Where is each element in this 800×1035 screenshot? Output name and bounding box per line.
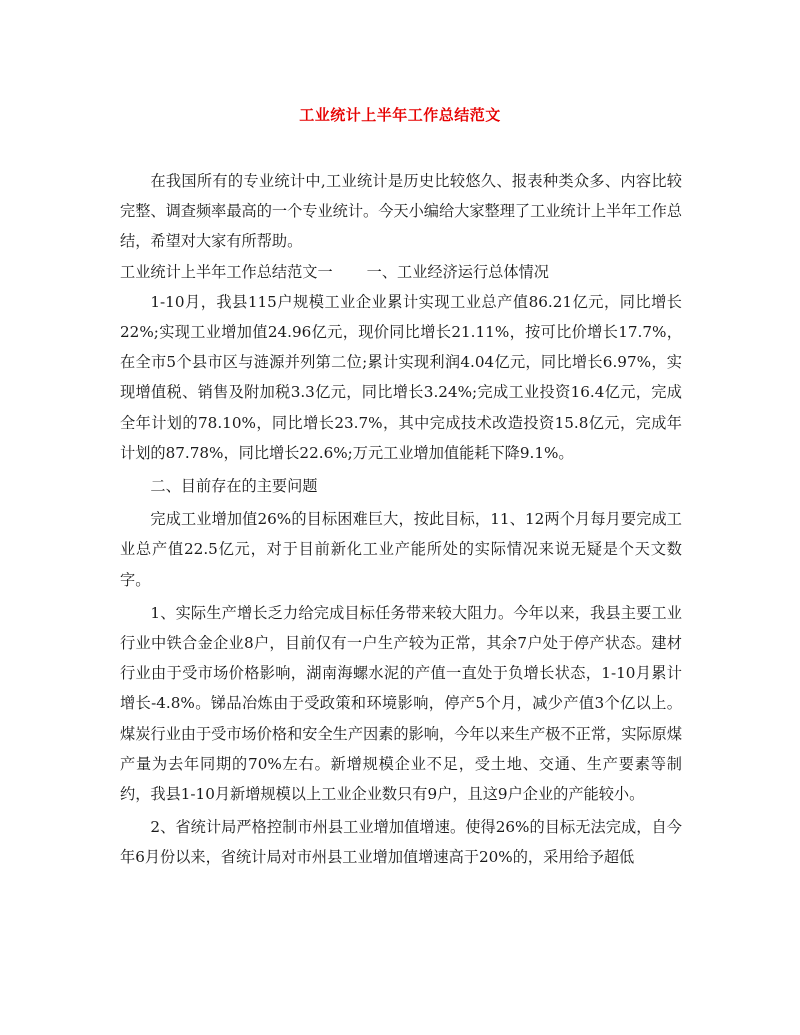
paragraph-issue-1: 1、实际生产增长乏力给完成目标任务带来较大阻力。今年以来，我县主要工业行业中铁合金企业8户，目前仅有一户生产较为正常，其余7户处于停产状态。建材行业由于受市场价格影响，湖南海螺水泥的产值一直处于负增长状态，1-10月累计增长-4.8%。锑品冶炼由于受政策和环境影响，停产5个月，减少产值3个亿以上。煤炭行业由于受市场价格和安全生产因素的影响，今年以来生产极不正常，实际原煤产量为去年同期的70%左右。新增规模企业不足，受土地、交通、生产要素等制约，我县1-10月新增规模以上工业企业数只有9户，且这9户企业的产能较小。 [120, 603, 682, 804]
section-heading-problems: 二、目前存在的主要问题 [150, 477, 318, 496]
subtitle-right: 一、工业经济运行总体情况 [366, 262, 549, 281]
paragraph-target: 完成工业增加值26%的目标困难巨大，按此目标，11、12两个月每月要完成工业总产值22.5亿元，对于目前新化工业产能所处的实际情况来说无疑是个天文数字。 [120, 510, 682, 589]
document-title: 工业统计上半年工作总结范文 [299, 106, 501, 124]
document-body [120, 166, 682, 873]
subtitle-line [120, 257, 682, 287]
paragraph-overview: 1-10月，我县115户规模工业企业累计实现工业总产值86.21亿元，同比增长22%;实现工业增加值24.96亿元，现价同比增长21.11%，按可比价增长17.7%，在全市5个县市区与涟源并列第二位;累计实现利润4.04亿元，同比增长6.97%，实现增值税、销售及附加税3.3亿元，同比增长3.24%;完成工业投资16.4亿元，完成全年计划的78.10%，同比增长23.7%，其中完成技术改造投资15.8亿元，完成年计划的87.78%，同比增长22.6%;万元工业增加值能耗下降9.1%。 [120, 292, 682, 462]
intro-paragraph: 在我国所有的专业统计中,工业统计是历史比较悠久、报表种类众多、内容比较完整、调查频率最高的一个专业统计。今天小编给大家整理了工业统计上半年工作总结，希望对大家有所帮助。 [120, 172, 682, 251]
subtitle-left: 工业统计上半年工作总结范文一 [120, 262, 333, 281]
paragraph-issue-2: 2、省统计局严格控制市州县工业增加值增速。使得26%的目标无法完成，自今年6月份以来，省统计局对市州县工业增加值增速高于20%的，采用给予超低 [120, 818, 682, 867]
